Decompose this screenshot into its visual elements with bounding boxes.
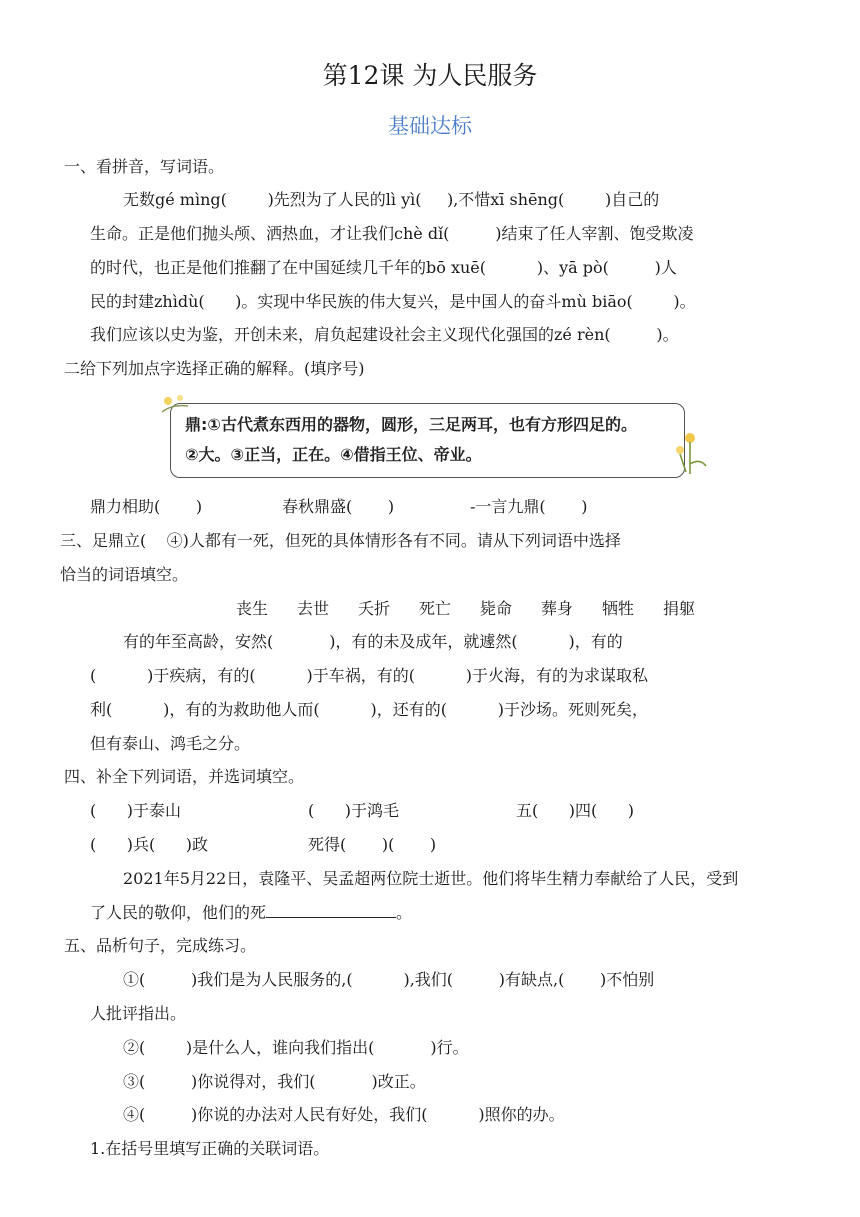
section5-sentence: ②( )是什么人，谁向我们指出( )行。 — [123, 1038, 469, 1057]
word-bank-item: 毙命 — [480, 599, 513, 618]
section5-sentence: ③( )你说得对，我们( )改正。 — [123, 1072, 426, 1091]
flower-sprig-icon — [158, 392, 194, 418]
word-bank-item: 牺牲 — [602, 599, 635, 618]
section-subtitle: 基础达标 — [388, 114, 472, 138]
definition-box — [170, 403, 685, 478]
section4-paragraph: 2021年5月22日，袁隆平、吴孟超两位院士逝世。他们将毕生精力奉献给了人民，受到 — [123, 869, 739, 888]
choice-item: 鼎力相助( ) — [90, 497, 203, 516]
section5-question: 1.在括号里填写正确的关联词语。 — [90, 1139, 330, 1158]
section1-line: 的时代，也正是他们推翻了在中国延续几千年的bō xuē( )、yā pò( )人 — [90, 258, 677, 277]
word-bank-item: 丧生 — [236, 599, 269, 618]
section1-heading: 一、看拼音，写词语。 — [64, 157, 225, 176]
choice-item: 春秋鼎盛( ) — [282, 497, 395, 516]
idiom-blank: ( )于泰山 — [90, 801, 182, 820]
section3-line: 但有泰山、鸿毛之分。 — [90, 734, 251, 753]
page-title: 第12课 为人民服务 — [322, 61, 538, 90]
section3-line: ( )于疾病，有的( )于车祸，有的( )于火海，有的为求谋取私 — [90, 666, 649, 685]
idiom-blank: ( )兵( )政 — [90, 835, 209, 854]
section2-heading: 二给下列加点字选择正确的解释。(填序号) — [64, 359, 365, 378]
definition-line: 鼎:①古代煮东西用的器物，圆形，三足两耳，也有方形四足的。 — [185, 415, 637, 434]
section3-line: 利( )，有的为救助他人而( )，还有的( )于沙场。死则死矣， — [90, 700, 649, 719]
section4-paragraph-cont — [90, 903, 412, 923]
section3-line: 有的年至高龄，安然( )，有的未及成年，就遽然( )，有的 — [123, 632, 623, 651]
section4-paragraph-end: 。 — [396, 903, 413, 922]
section1-line: 生命。正是他们抛头颅、洒热血，才让我们chè dǐ( )结束了任人宰割、饱受欺凌 — [90, 224, 694, 243]
section4-heading: 四、补全下列词语，并选词填空。 — [64, 767, 305, 786]
choice-item: -一言九鼎( ) — [470, 497, 588, 516]
section3-heading-cont: 恰当的词语填空。 — [60, 565, 189, 584]
dandelion-icon — [668, 428, 712, 478]
section5-sentence: ①( )我们是为人民服务的,( ),我们( )有缺点,( )不怕别 — [123, 970, 655, 989]
section4-paragraph-text: 了人民的敬仰，他们的死 — [90, 903, 267, 922]
word-bank-item: 葬身 — [541, 599, 574, 618]
section5-sentence: ④( )你说的办法对人民有好处，我们( )照你的办。 — [123, 1105, 565, 1124]
word-bank-item: 死亡 — [419, 599, 452, 618]
idiom-blank: 死得( )( ) — [308, 835, 437, 854]
section1-line: 我们应该以史为鉴，开创未来，肩负起建设社会主义现代化强国的zé rèn( )。 — [90, 325, 679, 344]
word-bank-item: 夭折 — [358, 599, 391, 618]
idiom-blank: ( )于鸿毛 — [308, 801, 400, 820]
section1-line: 民的封建zhìdù( )。实现中华民族的伟大复兴，是中国人的奋斗mù biāo( )。 — [90, 292, 696, 311]
section5-sentence-cont: 人批评指出。 — [90, 1004, 187, 1023]
section3-heading: 三、足鼎立( ④)人都有一死，但死的具体情形各有不同。请从下列词语中选择 — [60, 531, 621, 550]
word-bank-item: 去世 — [297, 599, 330, 618]
section5-heading: 五、品析句子，完成练习。 — [64, 936, 257, 955]
answer-blank-line — [266, 903, 396, 918]
word-bank-item: 捐躯 — [663, 599, 696, 618]
idiom-blank: 五( )四( ) — [516, 801, 635, 820]
section1-line: 无数gé mìng( )先烈为了人民的lì yì( ),不惜xī shēng( )自己的 — [123, 190, 660, 209]
definition-line: ②大。③正当，正在。④借指王位、帝业。 — [185, 445, 482, 464]
